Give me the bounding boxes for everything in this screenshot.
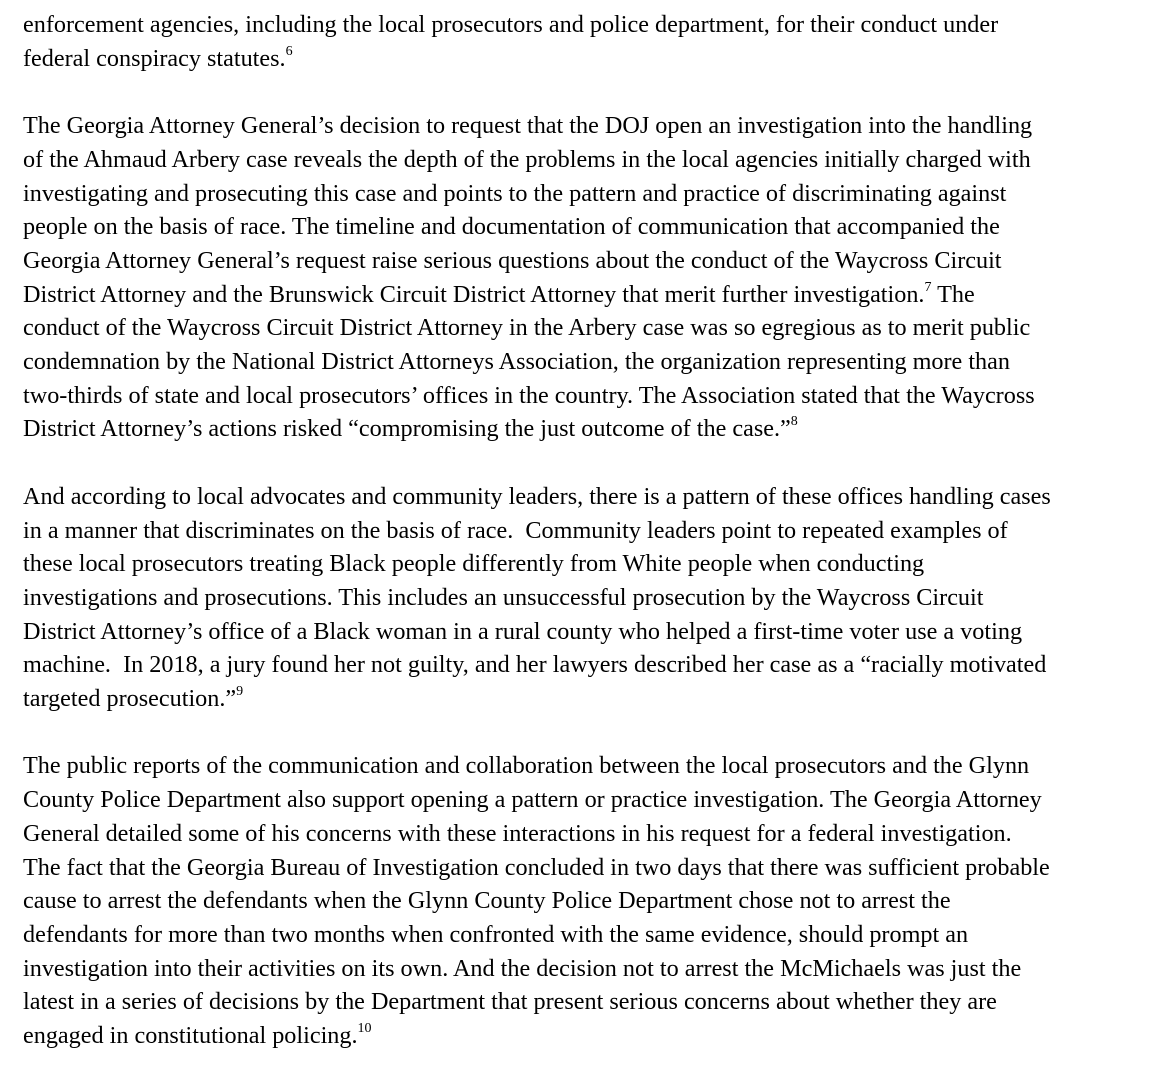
- paragraph-2: [23, 109, 1150, 446]
- text-line: investigations and prosecutions. This includes an unsuccessful prosecution by the Waycross Circuit: [23, 583, 984, 611]
- footnote-ref: 10: [357, 1021, 372, 1037]
- text-line: The Georgia Attorney General’s decision to request that the DOJ open an investigation into the handling: [23, 112, 1033, 140]
- text-line: defendants for more than two months when confronted with the same evidence, should prompt an: [23, 920, 969, 948]
- text-line-content: District Attorney’s actions risked “compromising the just outcome of the case.”: [23, 415, 791, 443]
- paragraph-3: [23, 480, 1150, 716]
- paragraph-4: [23, 749, 1150, 1052]
- text-line: The fact that the Georgia Bureau of Investigation concluded in two days that there was sufficient probable: [23, 853, 1050, 881]
- text-line: [23, 42, 1150, 76]
- footnote-ref: 9: [236, 684, 244, 700]
- text-line: The public reports of the communication and collaboration between the local prosecutors and the Glynn: [23, 752, 1030, 780]
- text-line: County Police Department also support opening a pattern or practice investigation. The Georgia Attorney: [23, 786, 1042, 814]
- text-line: machine. In 2018, a jury found her not guilty, and her lawyers described her case as a “racially motivated: [23, 651, 1047, 679]
- text-line-content: District Attorney and the Brunswick Circuit District Attorney that merit further investigation.: [23, 280, 925, 308]
- text-line-content: The: [931, 280, 975, 308]
- text-line: of the Ahmaud Arbery case reveals the depth of the problems in the local agencies initially charged with: [23, 145, 1031, 173]
- text-line-content: engaged in constitutional policing.: [23, 1022, 358, 1050]
- text-line: conduct of the Waycross Circuit District Attorney in the Arbery case was so egregious as to merit public: [23, 314, 1031, 342]
- footnote-ref: 6: [285, 43, 293, 59]
- text-line: these local prosecutors treating Black people differently from White people when conducting: [23, 550, 925, 578]
- text-line: [23, 1019, 1150, 1053]
- text-line: cause to arrest the defendants when the Glynn County Police Department chose not to arrest the: [23, 887, 951, 915]
- text-line: two-thirds of state and local prosecutors’ offices in the country. The Association stated that the Waycross: [23, 381, 1035, 409]
- paragraph-1: [23, 8, 1150, 75]
- text-line: investigation into their activities on its own. And the decision not to arrest the McMichaels was just the: [23, 954, 1022, 982]
- text-line: [23, 412, 1150, 446]
- text-line: investigating and prosecuting this case and points to the pattern and practice of discriminating against: [23, 179, 1007, 207]
- text-line: Georgia Attorney General’s request raise serious questions about the conduct of the Waycross Circuit: [23, 246, 1002, 274]
- text-line: condemnation by the National District Attorneys Association, the organization representing more than: [23, 348, 1010, 376]
- footnote-ref: 8: [790, 414, 798, 430]
- footnote-ref: 7: [924, 279, 932, 295]
- text-line: enforcement agencies, including the local prosecutors and police department, for their conduct under: [23, 11, 999, 38]
- text-line-content: targeted prosecution.”: [23, 685, 237, 713]
- text-line: [23, 278, 1150, 312]
- text-line: [23, 682, 1150, 716]
- text-line: District Attorney’s office of a Black woman in a rural county who helped a first-time voter use a voting: [23, 617, 1023, 645]
- text-line: latest in a series of decisions by the Department that present serious concerns about whether they are: [23, 988, 997, 1016]
- text-line: And according to local advocates and community leaders, there is a pattern of these offices handling cases: [23, 482, 1051, 510]
- text-line-content: federal conspiracy statutes.: [23, 44, 286, 72]
- text-line: General detailed some of his concerns with these interactions in his request for a federal investigation.: [23, 819, 1012, 847]
- text-line: people on the basis of race. The timeline and documentation of communication that accompanied the: [23, 213, 1000, 241]
- text-line: in a manner that discriminates on the basis of race. Community leaders point to repeated examples of: [23, 516, 1008, 544]
